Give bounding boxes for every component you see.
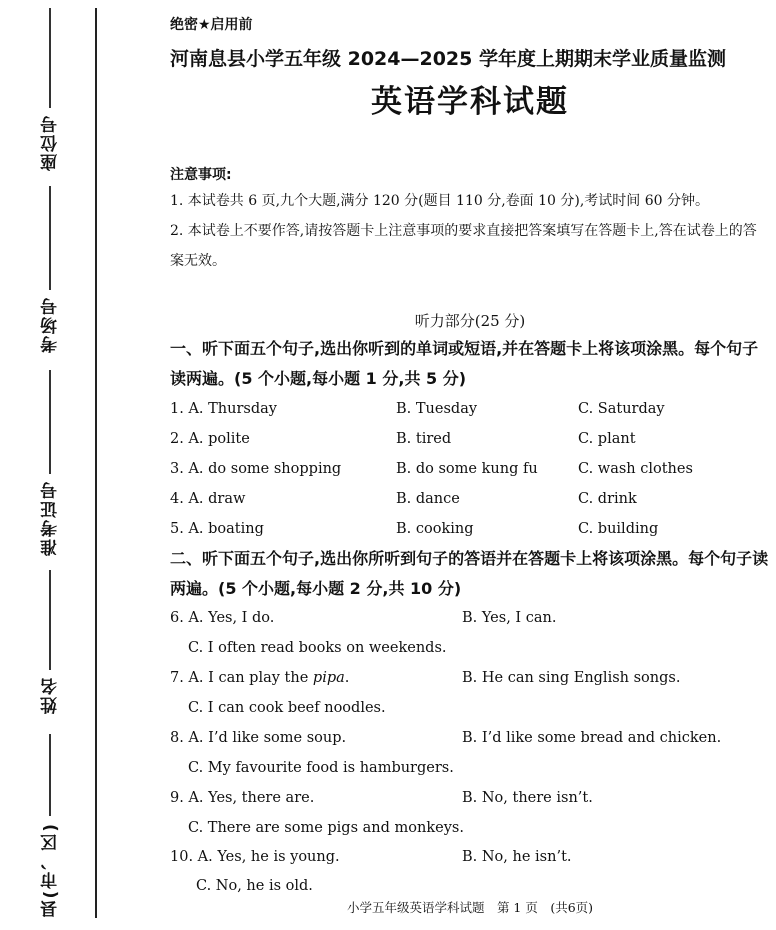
name-label: 姓名: [40, 676, 61, 714]
q8-option-c: C. My favourite food is hamburgers.: [188, 760, 454, 776]
q3-option-b: B. do some kung fu: [396, 461, 538, 477]
county-field: [38, 734, 62, 918]
q8-option-a: 8. A. I’d like some soup.: [170, 730, 347, 746]
q9-option-c: C. There are some pigs and monkeys.: [188, 820, 464, 836]
q5-option-b: B. cooking: [396, 521, 474, 537]
q3-option-a: 3. A. do some shopping: [170, 461, 342, 477]
secret-label: 绝密★启用前: [170, 17, 253, 33]
q1-option-c: C. Saturday: [578, 401, 665, 417]
q7-option-a: 7. A. I can play the pipa.: [170, 670, 350, 686]
q7-option-b: B. He can sing English songs.: [462, 670, 681, 686]
binding-line: [95, 8, 97, 918]
pipa-word: pipa: [312, 670, 345, 686]
q9-option-a: 9. A. Yes, there are.: [170, 790, 315, 806]
binding-margin: [0, 0, 96, 930]
q10-option-a: 10. A. Yes, he is young.: [170, 849, 340, 865]
q8-option-b: B. I’d like some bread and chicken.: [462, 730, 722, 746]
q4-option-b: B. dance: [396, 491, 460, 507]
page-footer: 小学五年级英语学科试题 第 1 页 (共6页): [346, 900, 594, 915]
q5-option-a: 5. A. boating: [170, 521, 264, 537]
note-item-1: 1. 本试卷共 6 页,九个大题,满分 120 分(题目 110 分,卷面 10 分),考试时间 60 分钟。: [170, 193, 710, 209]
name-field: [38, 570, 62, 714]
part1-title: 一、听下面五个句子,选出你听到的单词或短语,并在答题卡上将该项涂黑。每个句子读两遍。(5 个小题,每小题 1 分,共 5 分): [170, 339, 759, 388]
q6-option-b: B. Yes, I can.: [462, 610, 557, 626]
q10-option-c: C. No, he is old.: [196, 878, 313, 894]
ticket-number-label: 准考证号: [40, 480, 61, 556]
q7-option-c: C. I can cook beef noodles.: [188, 700, 386, 716]
q6-option-c: C. I often read books on weekends.: [188, 640, 447, 656]
q9-option-b: B. No, there isn’t.: [462, 790, 593, 806]
q1-option-a: 1. A. Thursday: [170, 401, 277, 417]
exam-title: 河南息县小学五年级 2024—2025 学年度上期期末学业质量监测: [170, 48, 726, 70]
seat-number-label: 座位号: [40, 114, 61, 171]
q10-option-b: B. No, he isn’t.: [462, 849, 572, 865]
q6-option-a: 6. A. Yes, I do.: [170, 610, 275, 626]
room-number-field: [38, 186, 62, 353]
q4-option-a: 4. A. draw: [170, 491, 246, 507]
q1-option-b: B. Tuesday: [396, 401, 478, 417]
q5-option-c: C. building: [578, 521, 659, 537]
q2-option-a: 2. A. polite: [170, 431, 250, 447]
listening-heading: 听力部分(25 分): [414, 312, 526, 330]
part2-title: 二、听下面五个句子,选出你所听到句子的答语并在答题卡上将该项涂黑。每个句子读两遍。(5 个小题,每小题 2 分,共 10 分): [170, 549, 769, 598]
q4-option-c: C. drink: [578, 491, 637, 507]
seat-number-field: [38, 8, 62, 171]
subject-title: 英语学科试题: [371, 84, 569, 120]
room-number-label: 考场号: [40, 296, 61, 353]
note-item-2: 2. 本试卷上不要作答,请按答题卡上注意事项的要求直接把答案填写在答题卡上,答在试卷上的答案无效。: [170, 223, 757, 269]
q2-option-c: C. plant: [578, 431, 636, 447]
county-label: 县(市、区): [40, 822, 61, 918]
notes-heading: 注意事项:: [170, 167, 232, 183]
q3-option-c: C. wash clothes: [578, 461, 693, 477]
ticket-number-field: [38, 370, 62, 556]
q2-option-b: B. tired: [396, 431, 452, 447]
